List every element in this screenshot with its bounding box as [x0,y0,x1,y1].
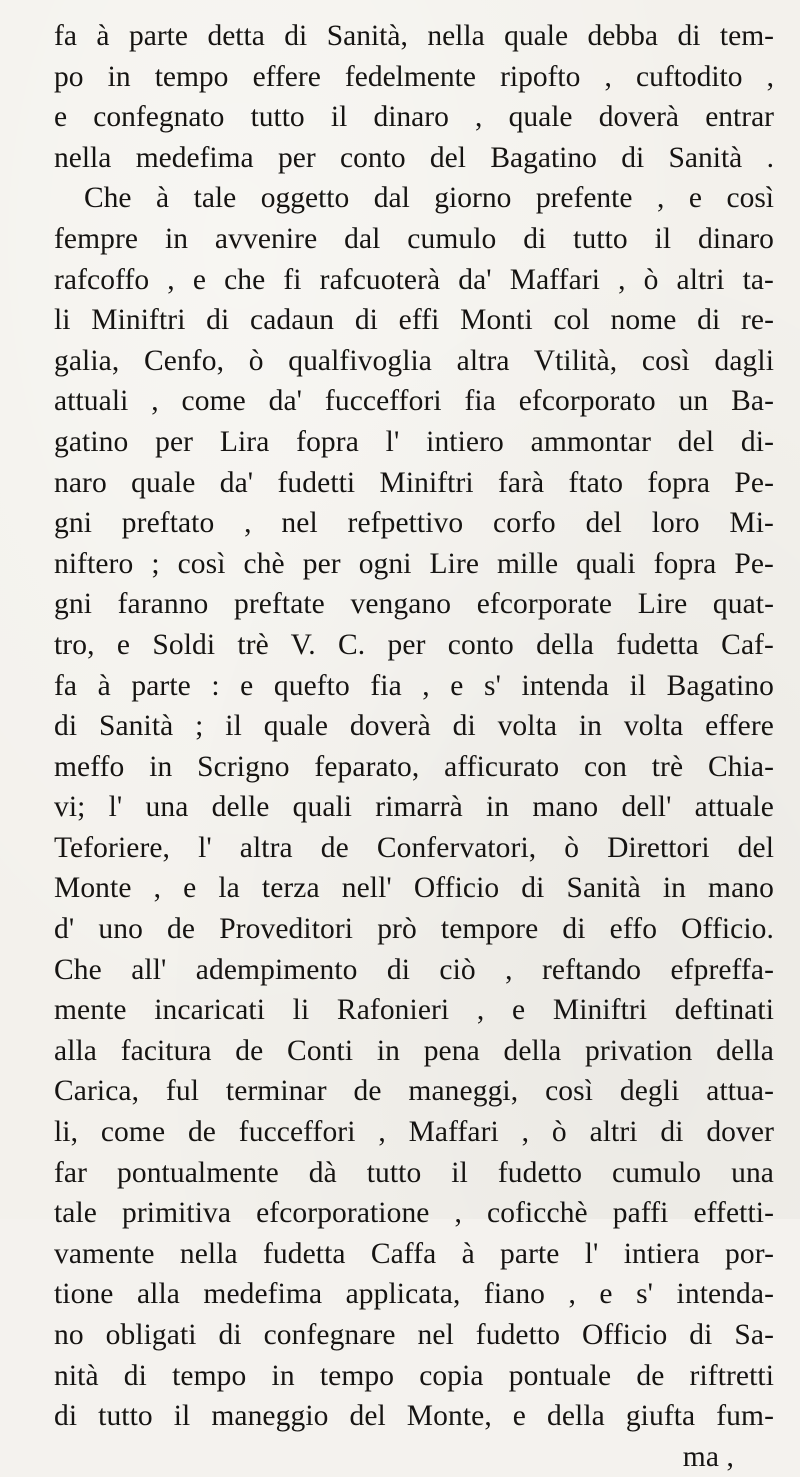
paragraph-first-line: Che à tale oggetto dal giorno prefente , e così [84,182,774,215]
text-line: di tutto il maneggio del Monte, e della giufta fum- [54,1400,774,1433]
text-line: e confegnato tutto il dinaro , quale doverà entrar [54,101,774,134]
text-line: alla facitura de Conti in pena della privation della [54,1034,774,1067]
text-line: Teforiere, l' altra de Confervatori, ò Direttori del [54,831,774,864]
text-line: rafcoffo , e che fi rafcuoterà da' Maffari , ò altri ta- [54,263,774,296]
text-line: li, come de fucceffori , Maffari , ò altri di dover [54,1116,774,1149]
text-line: mente incaricati li Rafonieri , e Miniftri deftinati [54,994,774,1027]
text-line: attuali , come da' fucceffori fia efcorporato un Ba- [54,385,774,418]
text-line: gatino per Lira fopra l' intiero ammontar del di- [54,425,774,458]
text-line: no obligati di confegnare nel fudetto Officio di Sa- [54,1319,774,1351]
text-line: nella medefima per conto del Bagatino di Sanità . [54,141,774,174]
text-line: d' uno de Proveditori prò tempore di effo Officio. [54,913,774,946]
text-line: nità di tempo in tempo copia pontuale de riftretti [54,1359,774,1392]
text-line: di Sanità ; il quale doverà di volta in volta effere [54,710,774,743]
body-text [54,16,774,1477]
text-line: gni faranno preftate vengano efcorporate Lire quat- [54,588,774,621]
text-line: tione alla medefima applicata, fiano , e s' intenda- [54,1278,774,1311]
text-line: far pontualmente dà tutto il fudetto cumulo una [54,1156,774,1189]
text-line: gni preftato , nel refpettivo corfo del loro Mi- [54,507,774,540]
text-line: tro, e Soldi trè V. C. per conto della fudetta Caf- [54,628,774,661]
catchword: ma , [682,1440,734,1473]
text-line: Carica, ful terminar de maneggi, così degli attua- [54,1075,774,1108]
text-line: Monte , e la terza nell' Officio di Sanità in mano [54,872,774,905]
text-line: fa à parte detta di Sanità, nella quale debba di tem- [54,20,774,52]
text-line: meffo in Scrigno feparato, afficurato con trè Chia- [54,750,774,783]
text-line: vamente nella fudetta Caffa à parte l' intiera por- [54,1237,774,1270]
text-line: li Miniftri di cadaun di effi Monti col nome di re- [54,304,774,337]
text-line: fempre in avvenire dal cumulo di tutto il dinaro [54,222,774,255]
text-line: niftero ; così chè per ogni Lire mille quali fopra Pe- [54,547,774,580]
text-line: naro quale da' fudetti Miniftri farà ftato fopra Pe- [54,466,774,499]
text-line: po in tempo effere fedelmente ripofto , cuftodito , [54,60,774,93]
text-line: galia, Cenfo, ò qualfivoglia altra Vtilità, così dagli [54,344,774,377]
paragraph-first-line: Che all' adempimento di ciò , reftando efpreffa- [54,953,774,986]
text-line: vi; l' una delle quali rimarrà in mano dell' attuale [54,791,774,824]
text-line: fa à parte : e quefto fia , e s' intenda il Bagatino [54,669,774,702]
text-line: tale primitiva efcorporatione , coficchè paffi effetti- [54,1197,774,1230]
